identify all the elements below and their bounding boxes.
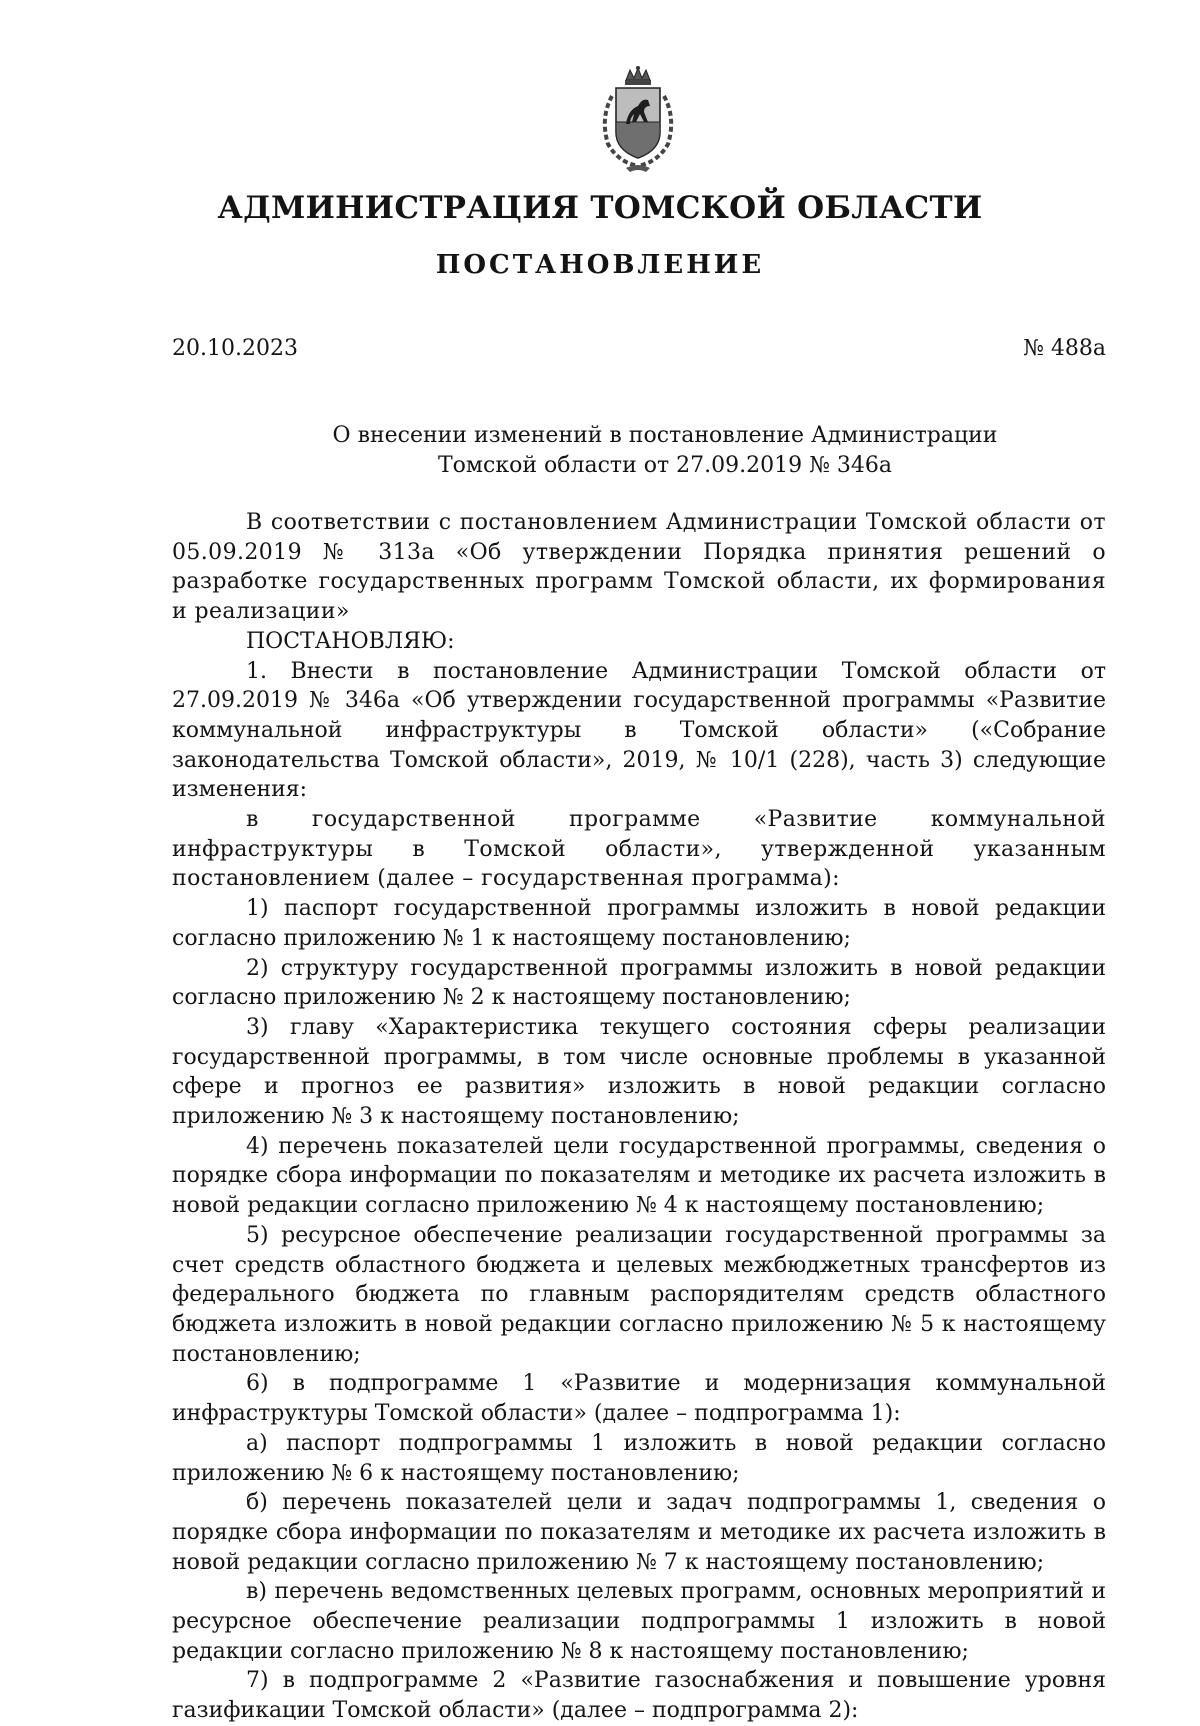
coat-of-arms-icon (590, 66, 686, 174)
paragraph-item-1-1: 1) паспорт государственной программы изложить в новой редакции согласно приложению № 1 к настоящему постановлению; (172, 896, 1106, 951)
paragraph-preamble: В соответствии с постановлением Администрации Томской области от 05.09.2019 № 313а «Об утверждении Порядка принятия решений о разработке государственных программ Томской области, их формирования и реализации» (172, 510, 1106, 625)
paragraph-item-1-6: 6) в подпрограмме 1 «Развитие и модернизация коммунальной инфраструктуры Томской области» (далее – подпрограмма 1): (172, 1371, 1106, 1427)
paragraph-item-1-7: 7) в подпрограмме 2 «Развитие газоснабжения и повышение уровня газификации Томской области» (далее – подпрограмма 2): (172, 1668, 1106, 1724)
organization-title: АДМИНИСТРАЦИЯ ТОМСКОЙ ОБЛАСТИ (217, 190, 983, 226)
paragraph-item-1-2: 2) структуру государственной программы изложить в новой редакции согласно приложению № 2 к настоящему постановлению; (172, 955, 1106, 1011)
paragraph-item-1: 1. Внести в постановление Администрации Томской области от 27.09.2019 № 346а «Об утверждении государственной программы «Развитие коммунальной инфраструктуры в Томской области» («Собрание законодательства Томской области», 2019, № 10/1 (228), часть 3) следующие изменения: (172, 658, 1106, 803)
document-number: № 488а (1023, 336, 1106, 361)
document-type: ПОСТАНОВЛЕНИЕ (435, 250, 765, 280)
paragraph-item-1-3: 3) главу «Характеристика текущего состояния сферы реализации государственной программы, в том числе основные проблемы в указанной сфере и прогноз ее развития» изложить в новой редакции согласно приложению № 3 к настоящему постановлению; (172, 1014, 1106, 1130)
paragraph-item-1-4: 4) перечень показателей цели государственной программы, сведения о порядке сбора информации по показателям и методике их расчета изложить в новой редакции согласно приложению № 4 к настоящему постановлению; (172, 1133, 1106, 1219)
document-date: 20.10.2023 (172, 336, 298, 361)
paragraph-resolve: ПОСТАНОВЛЯЮ: (246, 628, 455, 654)
paragraph-item-1-5: 5) ресурсное обеспечение реализации государственной программы за счет средств областного бюджета и целевых межбюджетных трансфертов из федерального бюджета по главным распорядителям средств областного бюджета изложить в новой редакции согласно приложению № 5 к настоящему постановлению; (172, 1222, 1106, 1367)
paragraph-program: в государственной программе «Развитие коммунальной инфраструктуры в Томской области», утвержденной указанным постановлением (далее – государственная программа): (172, 807, 1106, 892)
paragraph-item-1-6-a: а) паспорт подпрограммы 1 изложить в новой редакции согласно приложению № 6 к настоящему постановлению; (172, 1430, 1106, 1486)
subject-line-2: Томской области от 27.09.2019 № 346а (437, 453, 893, 478)
paragraph-item-1-6-c: в) перечень ведомственных целевых программ, основных мероприятий и ресурсное обеспечение реализации подпрограммы 1 изложить в новой редакции согласно приложению № 8 к настоящему постановлению; (172, 1579, 1106, 1664)
document-body (172, 508, 1106, 1726)
paragraph-item-1-6-b: б) перечень показателей цели и задач подпрограммы 1, сведения о порядке сбора информации по показателям и методике их расчета изложить в новой редакции согласно приложению № 7 к настоящему постановлению; (172, 1490, 1106, 1575)
document-subject (300, 421, 1030, 481)
subject-line-1: О внесении изменений в постановление Администрации (332, 423, 998, 448)
